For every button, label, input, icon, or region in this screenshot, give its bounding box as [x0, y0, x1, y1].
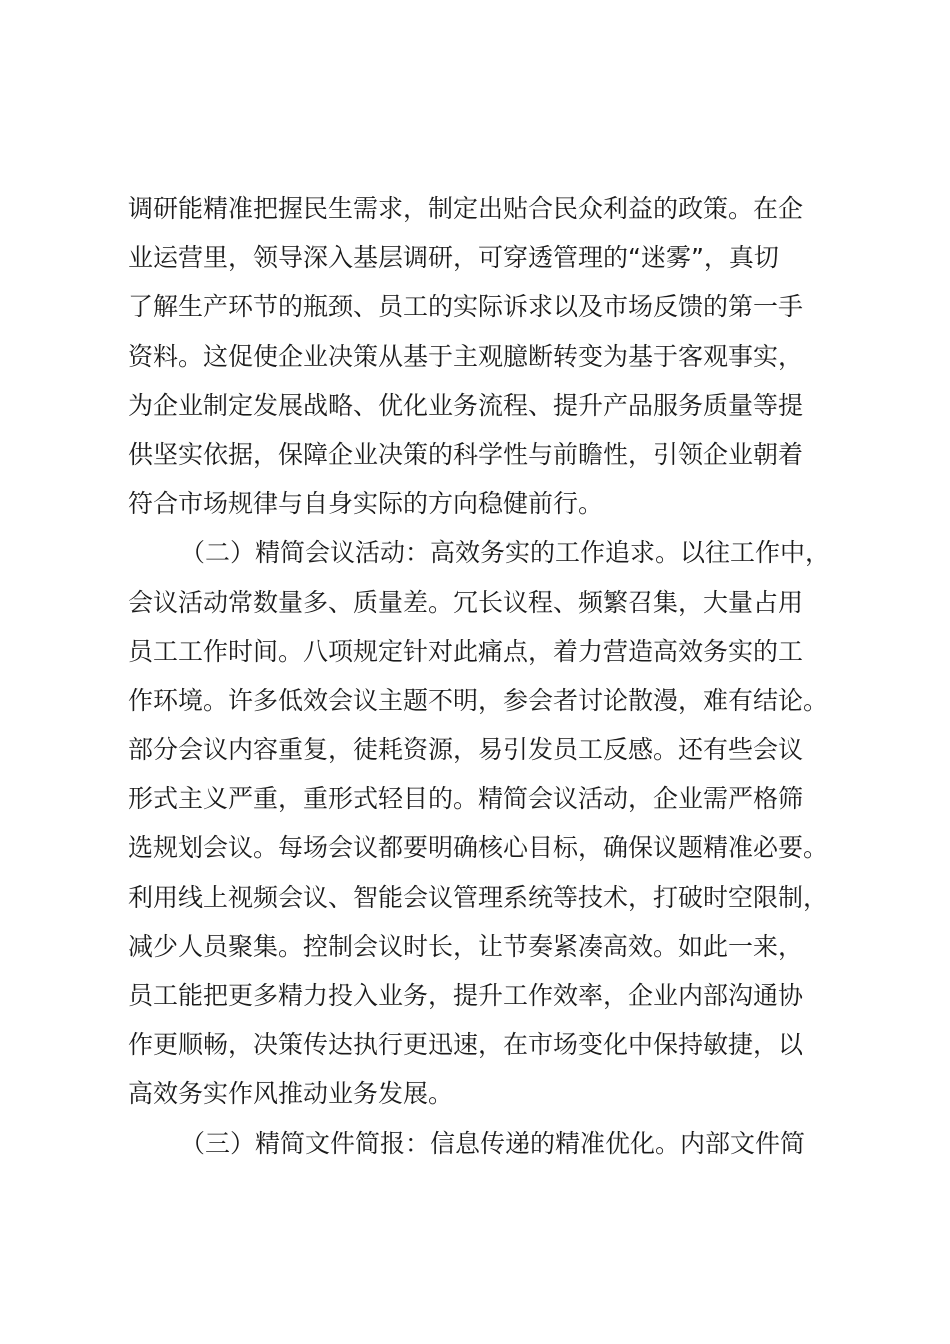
text-line: 部分会议内容重复，徒耗资源，易引发员工反感。还有些会议: [128, 735, 804, 765]
text-line: 调研能精准把握民生需求，制定出贴合民众利益的政策。在企: [128, 194, 804, 223]
text-line: 利用线上视频会议、智能会议管理系统等技术，打破时空限制，: [128, 882, 829, 912]
section-heading-line: （二）精简会议活动：高效务实的工作追求。以往工作中，: [180, 538, 831, 568]
text-line: 为企业制定发展战略、优化业务流程、提升产品服务质量等提: [128, 390, 804, 420]
text-line: 形式主义严重，重形式轻目的。精简会议活动，企业需严格筛: [128, 784, 804, 814]
text-line: 作更顺畅，决策传达执行更迅速，在市场变化中保持敏捷，以: [128, 1030, 804, 1060]
text-line: 减少人员聚集。控制会议时长，让节奏紧凑高效。如此一来，: [128, 931, 804, 961]
text-line: 资料。这促使企业决策从基于主观臆断转变为基于客观事实，: [128, 341, 804, 371]
text-line: 了解生产环节的瓶颈、员工的实际诉求以及市场反馈的第一手: [128, 292, 804, 322]
text-line: 员工能把更多精力投入业务，提升工作效率，企业内部沟通协: [128, 981, 804, 1010]
text-line: 业运营里，领导深入基层调研，可穿透管理的“迷雾”，真切: [128, 243, 779, 273]
text-line: 员工工作时间。八项规定针对此痛点，着力营造高效务实的工: [128, 636, 804, 666]
text-line: 作环境。许多低效会议主题不明，参会者讨论散漫，难有结论。: [128, 685, 829, 715]
body-text: [128, 184, 868, 1168]
text-line: 选规划会议。每场会议都要明确核心目标，确保议题精准必要。: [128, 833, 829, 863]
text-line: 会议活动常数量多、质量差。冗长议程、频繁召集，大量占用: [128, 587, 804, 617]
text-line: 供坚实依据，保障企业决策的科学性与前瞻性，引领企业朝着: [128, 439, 804, 469]
text-line: 高效务实作风推动业务发展。: [128, 1079, 454, 1109]
section-heading-line: （三）精简文件简报：信息传递的精准优化。内部文件简: [180, 1128, 806, 1158]
text-line: 符合市场规律与自身实际的方向稳健前行。: [128, 489, 604, 519]
